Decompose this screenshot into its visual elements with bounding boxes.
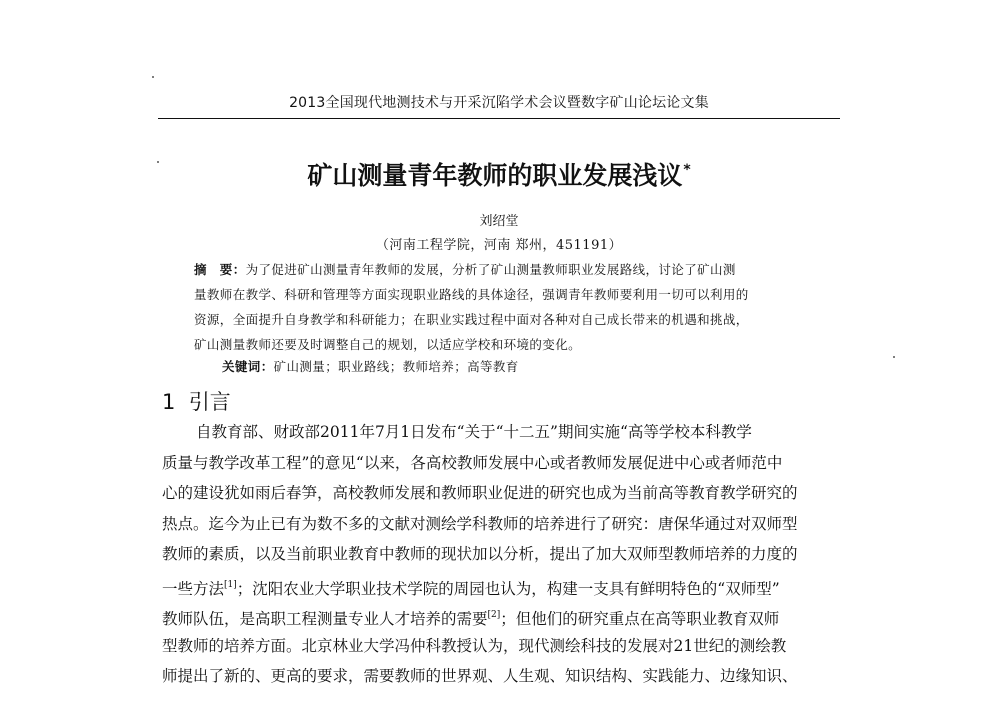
section-heading <box>162 386 231 416</box>
abstract <box>194 257 804 357</box>
section-number: 1 <box>162 390 176 414</box>
abstract-label: 摘 要： <box>194 262 246 277</box>
title-footnote-mark: * <box>683 162 691 178</box>
keywords <box>222 357 519 375</box>
author: 刘绍堂 <box>479 214 519 229</box>
body-text-fragment: 一些方法 <box>162 579 225 598</box>
abstract-line <box>194 257 804 282</box>
abstract-line: 资源，全面提升自身教学和科研能力；在职业实践过程中面对各种对自己成长带来的机遇和挑战， <box>194 312 749 327</box>
keywords-text: 矿山测量；职业路线；教师培养；高等教育 <box>273 359 519 374</box>
body-line: 型教师的培养方面。北京林业大学冯仲科教授认为，现代测绘科技的发展对21世纪的测绘教 <box>162 636 787 655</box>
body-line: 热点。迄今为止已有为数不多的文献对测绘学科教师的培养进行了研究：唐保华通过对双师型 <box>162 514 798 533</box>
paper-title-text: 矿山测量青年教师的职业发展浅议 <box>307 161 683 190</box>
abstract-line: 量教师在教学、科研和管理等方面实现职业路线的具体途径，强调青年教师要利用一切可以利用的 <box>194 287 749 302</box>
body-line <box>162 570 842 601</box>
body-line: 自教育部、财政部2011年7月1日发布“关于“十二五”期间实施“高等学校本科教学 <box>196 423 752 441</box>
section-title: 引言 <box>188 390 231 414</box>
body-line: 质量与教学改革工程”的意见“以来，各高校教师发展中心或者教师发展促进中心或者师范中 <box>162 453 783 472</box>
citation-marker: [1] <box>224 579 237 590</box>
body-line: 师提出了新的、更高的要求，需要教师的世界观、人生观、知识结构、实践能力、边缘知识、 <box>162 667 798 685</box>
header-rule <box>158 118 840 119</box>
body-text-fragment: 教师队伍，是高职工程测量专业人才培养的需要 <box>162 610 488 628</box>
paper-title <box>158 156 840 192</box>
keywords-label: 关键词： <box>222 359 274 374</box>
abstract-line: 矿山测量教师还要及时调整自己的规划，以适应学校和环境的变化。 <box>194 337 582 352</box>
body-text-fragment: ；沈阳农业大学职业技术学院的周园也认为，构建一支具有鲜明特色的“双师型” <box>236 579 780 598</box>
abstract-text: 为了促进矿山测量青年教师的发展，分析了矿山测量教师职业发展路线，讨论了矿山测 <box>245 262 736 277</box>
body-line <box>162 600 842 631</box>
body-text-fragment: ；但他们的研究重点在高等职业教育双师 <box>500 610 780 628</box>
citation-marker: [2] <box>487 610 501 620</box>
running-header: 2013全国现代地测技术与开采沉陷学术会议暨数字矿山论坛论文集 <box>289 95 709 111</box>
affiliation: （河南工程学院，河南 郑州，451191） <box>375 238 623 253</box>
body-text <box>162 417 842 692</box>
body-line: 心的建设犹如雨后春笋，高校教师发展和教师职业促进的研究也成为当前高等教育教学研究的 <box>162 484 798 502</box>
scan-speck <box>893 356 895 358</box>
body-line: 教师的素质，以及当前职业教育中教师的现状加以分析，提出了加大双师型教师培养的力度的 <box>162 545 798 563</box>
scan-speck <box>152 76 154 78</box>
